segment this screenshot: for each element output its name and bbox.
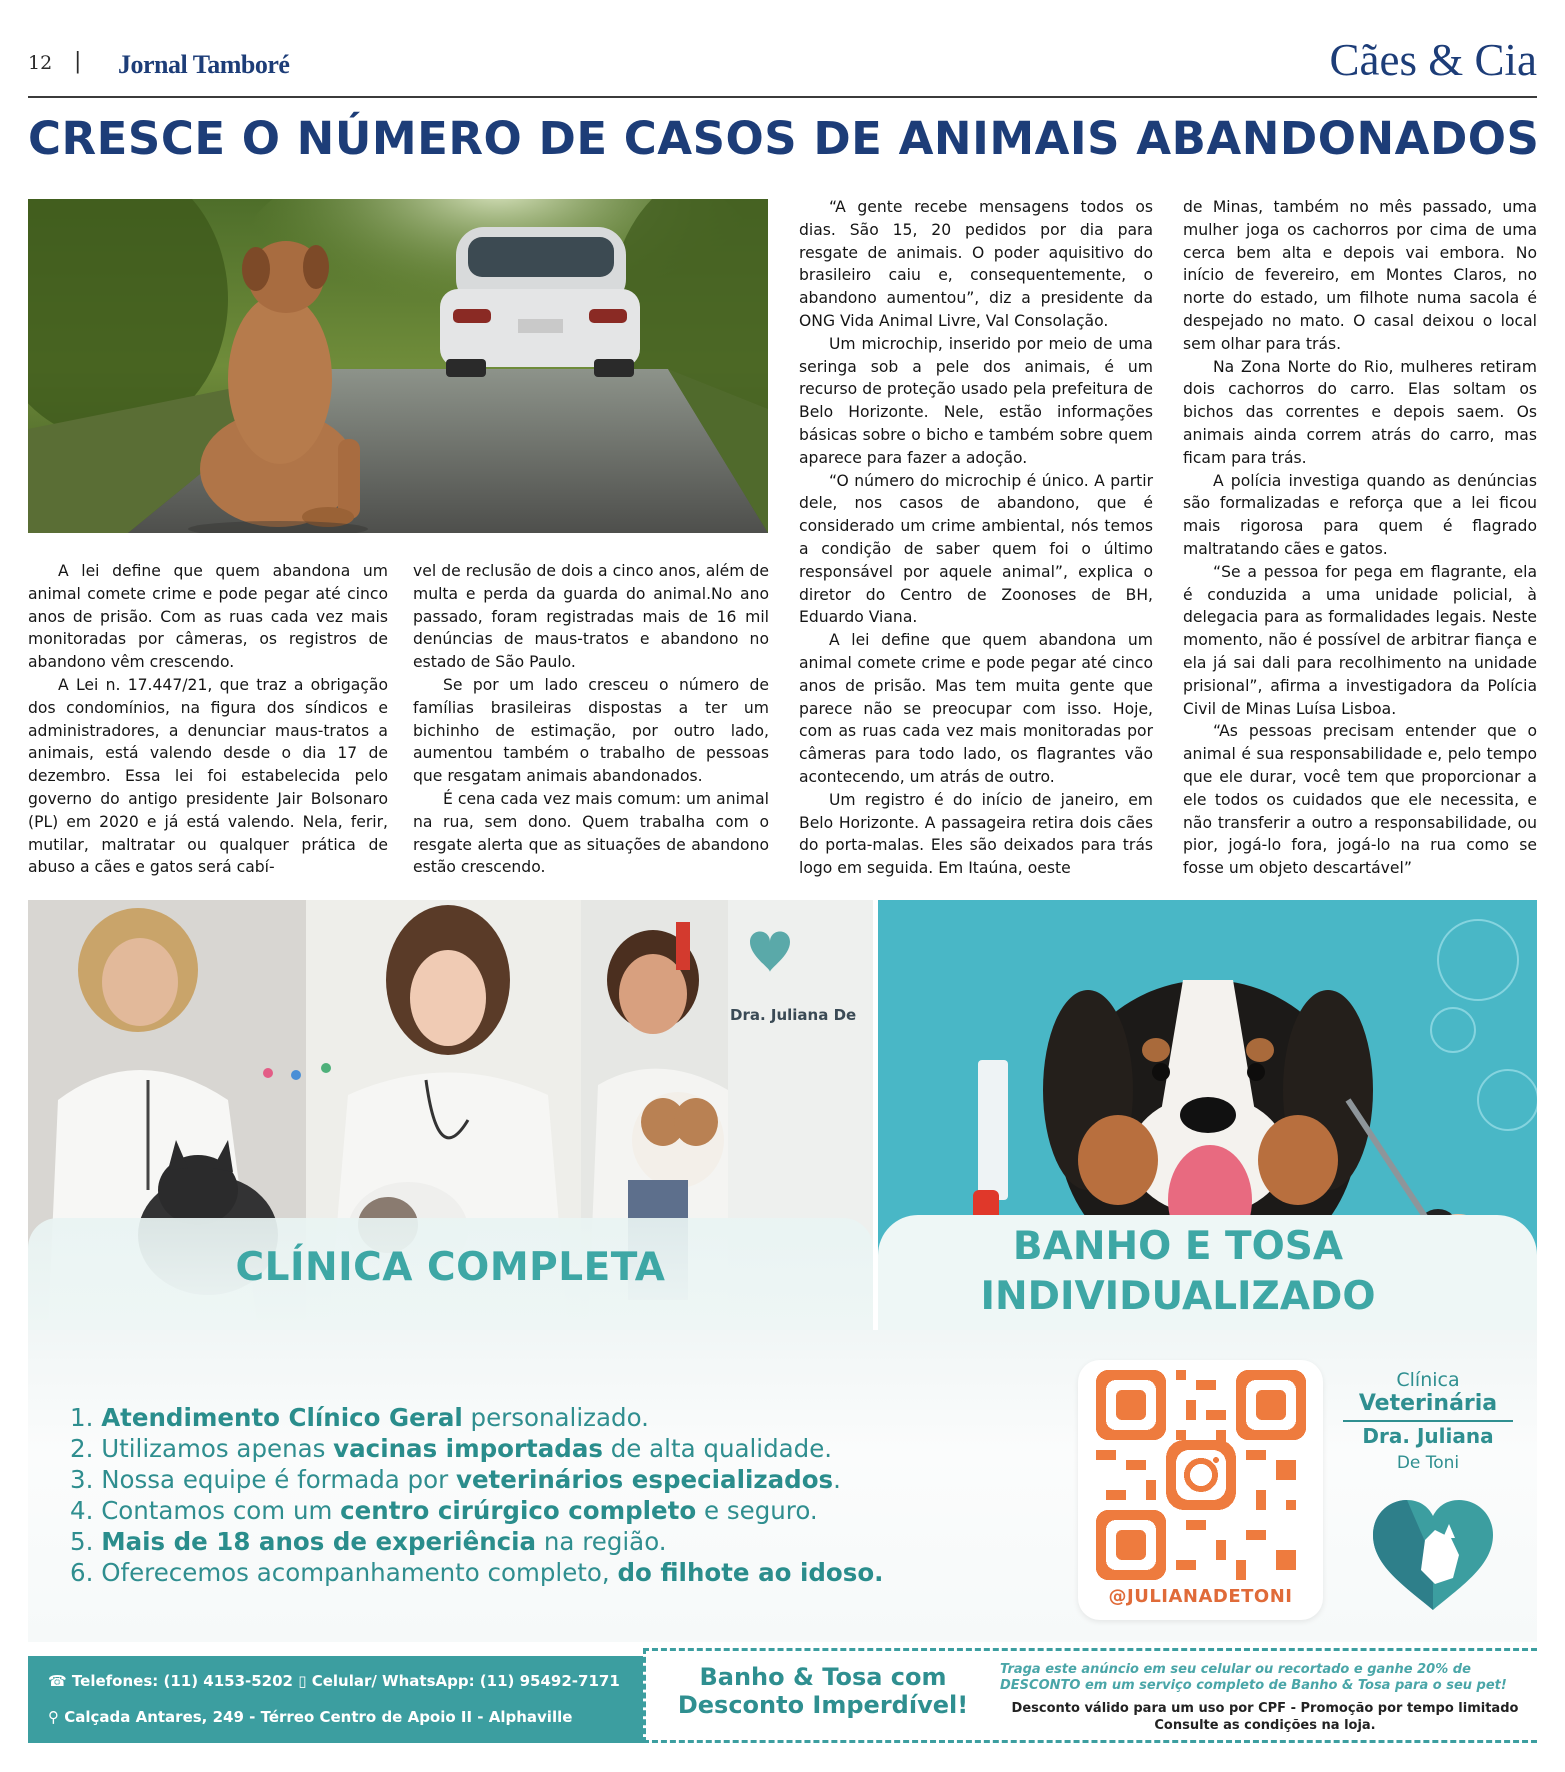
paragraph: É cena cada vez mais comum: um animal na rua, sem dono. Quem trabalha com o resgate alerta que as situações de abandono estão crescendo. [413,789,769,877]
coupon-terms [1000,1700,1530,1734]
service-item: 5. Mais de 18 anos de experiência na região. [70,1527,667,1556]
ad-title-clinic: CLÍNICA COMPLETA [235,1245,666,1290]
car-shape [440,227,640,377]
article-column-3 [799,196,1153,880]
address-text: Calçada Antares, 249 - Térreo Centro de Apoio II - Alphaville [64,1708,573,1726]
article-column-2 [413,560,769,879]
coupon-terms-line-2: Consulte as condições na loja. [1154,1718,1376,1733]
section-title: Cães & Cia [1329,35,1537,85]
instagram-handle[interactable]: @JULIANADETONI [1108,1586,1293,1607]
paragraph: A lei define que quem abandona um animal comete crime e pode pegar até cinco anos de prisão. Mas tem muita gente que parece não se preocupar com isso. Hoje, com as ruas cada vez mais monitoradas por câmeras para todo lado, os flagrantes vão acontecendo, um atrás de outro. [799,631,1153,786]
coupon-title-line-1: Banho & Tosa com [699,1663,947,1691]
service-item: 3. Nossa equipe é formada por veterinários especializados. [70,1465,841,1494]
paragraph: Na Zona Norte do Rio, mulheres retiram dois cachorros do carro. Elas soltam os bichos das correntes e depois saem. Os animais ainda correm atrás do carro, mas ficam para trás. [1183,357,1537,467]
coupon-note: Traga este anúncio em seu celular ou recortado e ganhe 20% de DESCONTO em um serviço completo de Banho & Tosa para o seu pet! [1000,1662,1507,1693]
phone-numbers[interactable]: ☎ Telefones: (11) 4153-5202 ▯ Celular/ WhatsApp: (11) 95492-7171 [48,1672,620,1690]
clinic-doctor [1328,1424,1528,1476]
header-rule [28,96,1537,98]
services-list [70,1402,883,1588]
clinic-line-1: Clínica [1396,1369,1460,1391]
header-separator: | [74,49,82,74]
paragraph: Um registro é do início de janeiro, em Belo Horizonte. A passageira retira dois cães do porta-malas. Eles são deixados para trás logo em seguida. Em Itaúna, oeste [799,790,1153,878]
service-item: 2. Utilizamos apenas vacinas importadas de alta qualidade. [70,1434,833,1463]
paragraph: de Minas, também no mês passado, uma mulher joga os cachorros por cima de uma cerca bem alta e depois vai embora. No início de fevereiro, em Montes Claros, no norte do estado, um filhote numa sacola é despejado no mato. O casal deixou o local sem olhar para trás. [1183,198,1537,353]
instagram-qr-code[interactable] [1096,1370,1306,1580]
paragraph: Um microchip, inserido por meio de uma seringa sob a pele dos animais, é um recurso de proteção usado pela prefeitura de Belo Horizonte. Nele, estão informações básicas sobre o bicho e também sobre quem aparece para fazer a adoção. [799,334,1153,467]
contact-bar [28,1656,643,1743]
service-item: 6. Oferecemos acompanhamento completo, do filhote ao idoso. [70,1558,884,1587]
vet-clinic-advertisement[interactable] [28,900,1537,1743]
coupon-terms-line-1: Desconto válido para um uso por CPF - Promoção por tempo limitado [1011,1701,1519,1716]
paragraph: Se por um lado cresceu o número de famílias brasileiras dispostas a ter um bichinho de estimação, por outro lado, aumentou também o trabalho de pessoas que resgatam animais abandonados. [413,675,769,786]
article-column-4 [1183,196,1537,880]
clinic-divider [1343,1420,1513,1422]
paragraph: “Se a pessoa for pega em flagrante, ela é conduzida a uma unidade policial, à delegacia para as formalidades legais. Neste momento, não é possível de arbitrar fiança e ela já sai dali para recolhimento na unidade prisional”, afirma a investigadora da Polícia Civil de Minas Luísa Lisboa. [1183,562,1537,718]
ad-title-grooming-line-2: INDIVIDUALIZADO [980,1274,1376,1319]
clinic-line-3: Dra. Juliana [1362,1424,1494,1448]
paragraph: A Lei n. 17.447/21, que traz a obrigação dos condomínios, na figura dos síndicos e administradores, a denunciar maus-tratos a animais, está valendo desde o dia 17 de dezembro. Essa lei foi estabelecida pelo governo do antigo presidente Jair Bolsonaro (PL) em 2020 e já está valendo. Nela, ferir, mutilar, maltratar ou qualquer prática de abuso a cães e gatos será cabí- [28,675,388,877]
ad-title-grooming [878,1222,1478,1322]
paragraph: vel de reclusão de dois a cinco anos, além de multa e perda da guarda do animal.No ano passado, foram registradas mais de 16 mil denúncias de maus-tratos e abandono no estado de São Paulo. [413,562,769,672]
service-item: 1. Atendimento Clínico Geral personalizado. [70,1403,649,1432]
location-pin-icon: ⚲ [48,1708,59,1726]
page-number: 12 [28,52,53,74]
coupon-title-line-2: Desconto Imperdível! [677,1691,969,1719]
clinic-name [1338,1368,1518,1416]
newspaper-name[interactable]: Jornal Tamboré [118,50,290,79]
ad-title-grooming-line-1: BANHO E TOSA [1012,1224,1344,1269]
clinic-address[interactable] [48,1708,572,1726]
coupon-title [653,1663,993,1719]
clinic-line-4: De Toni [1396,1453,1460,1473]
paragraph: “O número do microchip é único. A partir dele, nos casos de abandono, que é considerado um crime ambiental, nós temos a condição de saber quem foi o último responsável por aquele animal”, explica o diretor do Centro de Zoonoses de BH, Eduardo Viana. [799,471,1153,627]
article-photo [28,199,768,533]
clinic-line-2: Veterinária [1358,1391,1498,1416]
article-column-1 [28,560,388,879]
paragraph: A lei define que quem abandona um animal comete crime e pode pegar até cinco anos de prisão. Com as ruas cada vez mais monitoradas por câmeras, os registros de abandono vêm crescendo. [28,562,388,672]
paragraph: “A gente recebe mensagens todos os dias. São 15, 20 pedidos por dia para resgate de animais. O poder aquisitivo do brasileiro caiu e, consequentemente, o abandono aumentou”, diz a presidente da ONG Vida Animal Livre, Val Consolação. [799,198,1153,330]
heart-logo-icon [1373,1500,1493,1615]
service-item: 4. Contamos com um centro cirúrgico completo e seguro. [70,1496,818,1525]
paragraph: A polícia investiga quando as denúncias são formalizadas e reforça que a lei ficou mais rigorosa para quem é flagrado maltratando cães e gatos. [1183,471,1537,558]
paragraph: “As pessoas precisam entender que o animal é sua responsabilidade e, pelo tempo que ele durar, você tem que proporcionar a ele todos os cuidados que ele necessita, e não transferir a outro a responsabilidade, ou pior, jogá-lo fora, jogá-lo na rua como se fosse um objeto descartável” [1183,722,1537,878]
sign-text: Dra. Juliana De [730,1006,857,1024]
article-headline: CRESCE O NÚMERO DE CASOS DE ANIMAIS ABANDONADOS [28,112,1540,165]
